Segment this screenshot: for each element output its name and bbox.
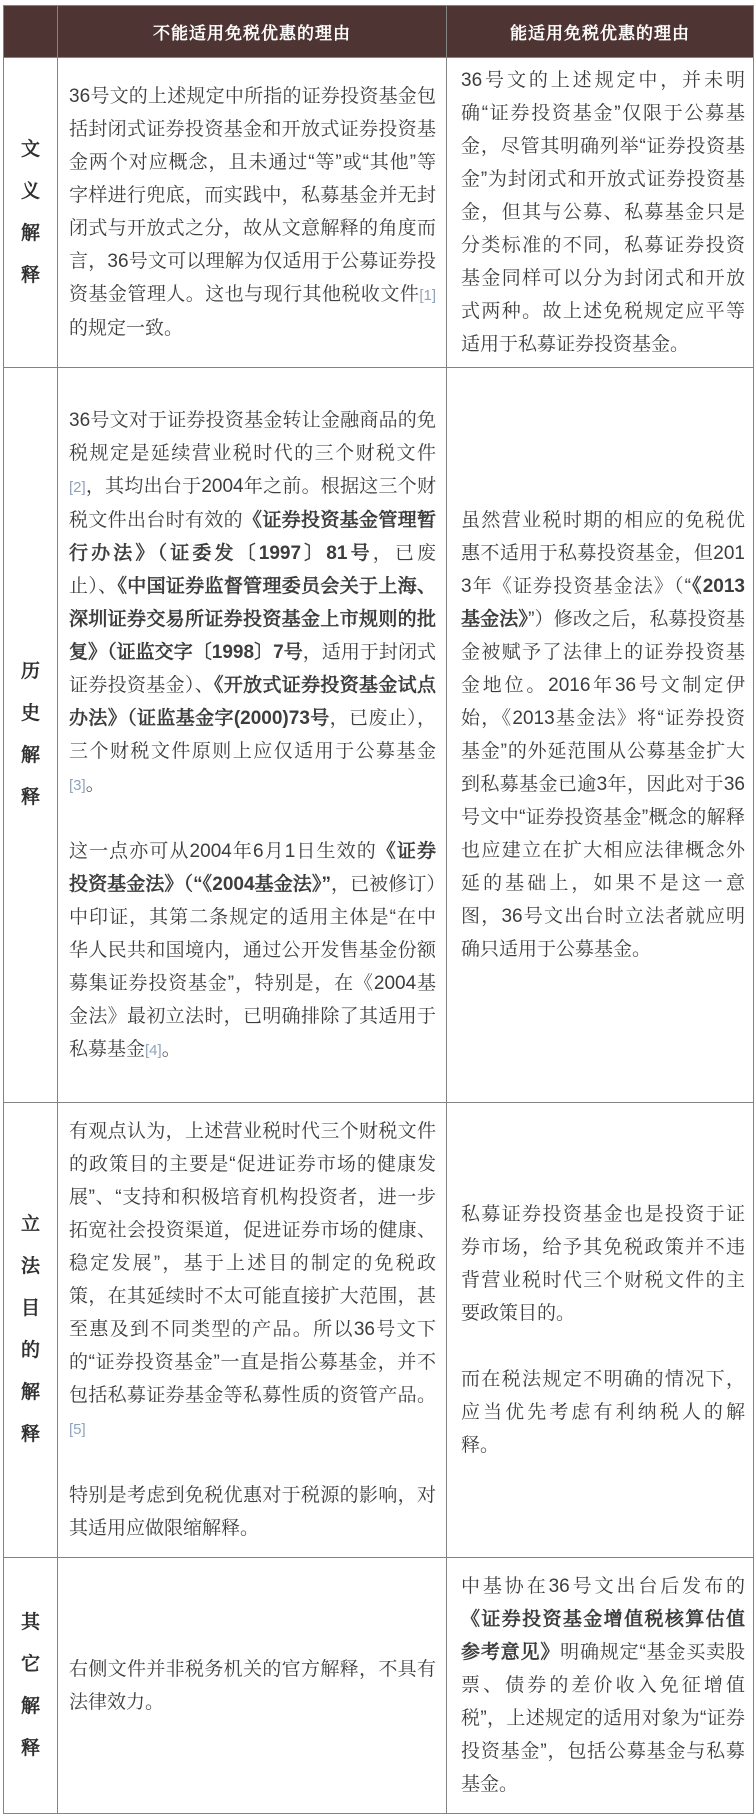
text-run: 右侧文件并非税务机关的官方解释，不具有法律效力。: [69, 1658, 436, 1713]
row-label-char: 立: [20, 1214, 40, 1235]
footnote-ref[interactable]: [1]: [419, 287, 436, 304]
footnote-ref[interactable]: [3]: [69, 776, 86, 794]
row-label-vertical: [5, 129, 56, 297]
row-label-char: 释: [20, 1737, 40, 1759]
tax-exemption-comparison-table: [3, 5, 754, 1814]
text-run: 。: [85, 773, 105, 795]
text-run: ，已废止）、: [69, 542, 436, 597]
row-label-vertical: [5, 1204, 56, 1456]
text-run: 中基协在36号文出台后发布的: [461, 1576, 745, 1597]
cell-can-apply-reason: [447, 1103, 754, 1558]
text-run: ，其均出台于2004年之前。根据这三个财税文件出台时有效的: [69, 475, 436, 531]
header-col-cannot-apply: 不能适用免税优惠的理由: [58, 6, 447, 58]
row-label-char: 解: [20, 222, 40, 244]
cell-cannot-apply-reason: [58, 1558, 447, 1814]
text-run: 36号文的上述规定中所指的证券投资基金包括封闭式证券投资基金和开放式证券投资基金两个对应概念，且未通过“等”或“其他”等字样进行兜底，而实践中，私募基金并无封闭式与开放式之分，故从文意解释的角度而言，36号文可以理解为仅适用于公募证券投资基金管理人。这也与现行其他税收文件: [69, 86, 436, 305]
paragraph: [69, 404, 436, 802]
paragraph: [461, 1363, 745, 1462]
paragraph: [69, 835, 436, 1067]
bold-text-run: 《中国证券监督管理委员会关于上海、深圳证券交易所证券投资基金上市规则的批复》（证监交字〔1998〕7号: [69, 575, 436, 663]
footnote-ref[interactable]: [2]: [69, 478, 86, 496]
text-run: 有观点认为，上述营业税时代三个财税文件的政策目的主要是“促进证券市场的健康发展”、“支持和积极培育机构投资者，进一步拓宽社会投资渠道，促进证券市场的健康、稳定发展”，基于上述目的制定的免税政策，在其延续时不太可能直接扩大范围，甚至惠及到不同类型的产品。所以36号文下的“证券投资基金”一直是指公募基金，并不包括私募证券基金等私募性质的资管产品。: [69, 1121, 436, 1406]
row-label-char: 释: [20, 787, 40, 808]
row-label-char: 解: [20, 1695, 40, 1717]
row-label-vertical: [5, 651, 56, 819]
text-run: 私募证券投资基金也是投资于证券市场，给予其免税政策并不违背营业税时代三个财税文件的主要政策目的。: [461, 1204, 745, 1324]
cell-cannot-apply-reason: [58, 368, 447, 1103]
text-run: 虽然营业税时期的相应的免税优惠不适用于私募投资基金，但2013年《证券投资基金法》（“: [461, 510, 745, 597]
paragraph: [69, 1115, 436, 1446]
paragraph: [69, 80, 436, 345]
paragraph: [461, 504, 745, 966]
row-label-char: 解: [20, 745, 40, 766]
row-label: [4, 368, 58, 1103]
row-label-char: 其: [20, 1611, 40, 1633]
table-row: [4, 368, 754, 1103]
row-label-char: 文: [20, 138, 40, 160]
row-label-char: 义: [20, 180, 40, 202]
row-label-char: 解: [20, 1382, 40, 1403]
text-run: 而在税法规定不明确的情况下，应当优先考虑有利纳税人的解释。: [461, 1369, 745, 1456]
text-run: 特别是考虑到免税优惠对于税源的影响，对其适用应做限缩解释。: [69, 1485, 436, 1539]
text-run: 这一点亦可从2004年6月1日生效的: [69, 840, 377, 862]
cell-can-apply-reason: [447, 368, 754, 1103]
text-run: ”）修改之后，私募投资基金被赋予了法律上的证券投资基金地位。2016年36号文制定伊始，《2013基金法》将“证券投资基金”的外延范围从公募基金扩大到私募基金已逾3年，因此对于36号文中“证券投资基金”概念的解释也应建立在扩大相应法律概念外延的基础上，如果不是这一意图，36号文出台时立法者就应明确只适用于公募基金。: [461, 609, 745, 960]
footnote-ref[interactable]: [4]: [145, 1041, 162, 1059]
bold-text-run: 《证券投资基金增值税核算估值参考意见》: [461, 1609, 745, 1663]
row-label: [4, 1103, 58, 1558]
row-label-char: 历: [20, 661, 40, 682]
row-label-char: 它: [20, 1653, 40, 1675]
text-run: ，适用于封闭式证券投资基金）、: [69, 641, 436, 696]
table-row: [4, 1103, 754, 1558]
text-run: 36号文对于证券投资基金转让金融商品的免税规定是延续营业税时代的三个财税文件: [69, 409, 436, 464]
text-run: ，已废止），三个财税文件原则上应仅适用于公募基金: [69, 707, 436, 762]
bold-text-run: 《证券投资基金管理暂行办法》（证委发〔1997〕81号: [69, 509, 436, 564]
bold-text-run: 《证券投资基金法》（“《2004基金法》”: [69, 840, 436, 895]
row-label-char: 目: [20, 1298, 40, 1319]
footnote-ref[interactable]: [5]: [69, 1421, 86, 1438]
text-run: 。: [161, 1038, 181, 1060]
table-row: [4, 1558, 754, 1814]
cell-can-apply-reason: [447, 58, 754, 368]
bold-text-run: 《开放式证券投资基金试点办法》（证监基金字(2000)73号: [69, 674, 436, 729]
header-row: [4, 6, 754, 58]
text-run: 的规定一致。: [69, 318, 184, 339]
paragraph: [69, 1653, 436, 1719]
cell-cannot-apply-reason: [58, 1103, 447, 1558]
row-label-char: 释: [20, 1424, 40, 1445]
header-empty-cell: [4, 6, 58, 58]
table-row: [4, 58, 754, 368]
cell-can-apply-reason: [447, 1558, 754, 1814]
text-run: ，已被修订）中印证，其第二条规定的适用主体是“在中华人民共和国境内，通过公开发售基金份额募集证券投资基金”，特别是，在《2004基金法》最初立法时，已明确排除了其适用于私募基金: [69, 873, 436, 1060]
row-label-char: 释: [20, 264, 40, 286]
row-label-char: 的: [20, 1340, 40, 1361]
header-col-can-apply: 能适用免税优惠的理由: [447, 6, 754, 58]
paragraph: [461, 1570, 745, 1801]
row-label-char: 史: [20, 703, 40, 724]
paragraph: [69, 1479, 436, 1545]
paragraph: [461, 64, 745, 361]
text-run: 36号文的上述规定中，并未明确“证券投资基金”仅限于公募基金，尽管其明确列举“证券投资基金”为封闭式和开放式证券投资基金，但其与公募、私募基金只是分类标准的不同，私募证券投资基金同样可以分为封闭式和开放式两种。故上述免税规定应平等适用于私募证券投资基金。: [461, 70, 745, 355]
row-label: [4, 1558, 58, 1814]
bold-text-run: 《2013基金法》: [461, 576, 745, 630]
row-label-vertical: [5, 1602, 56, 1770]
text-run: 明确规定“基金买卖股票、债券的差价收入免征增值税”，上述规定的适用对象为“证券投资基金”，包括公募基金与私募基金。: [461, 1642, 745, 1795]
paragraph: [461, 1198, 745, 1330]
row-label-char: 法: [20, 1256, 40, 1277]
cell-cannot-apply-reason: [58, 58, 447, 368]
row-label: [4, 58, 58, 368]
